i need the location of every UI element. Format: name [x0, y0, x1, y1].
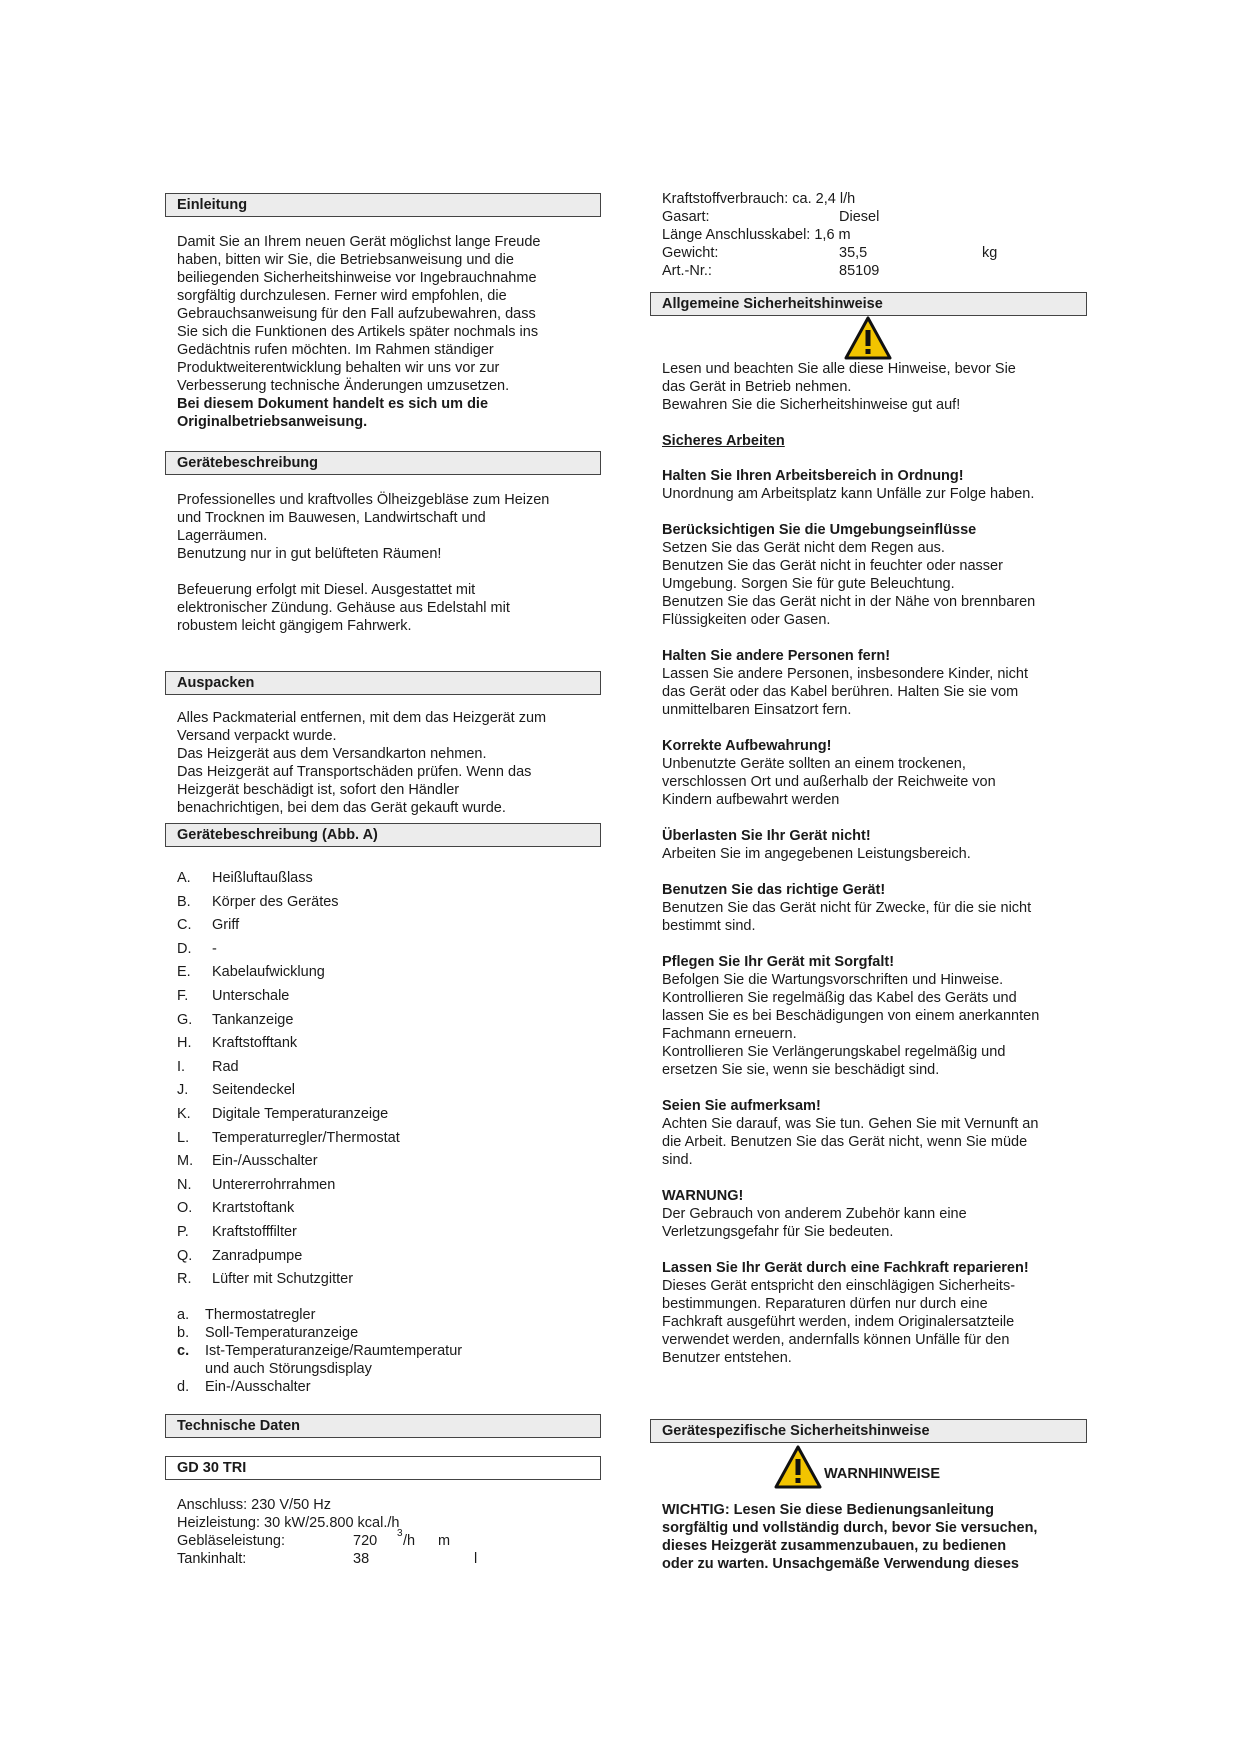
warnhinweise-row — [774, 1445, 1087, 1489]
block-text: Lassen Sie andere Personen, insbesondere Kinder, nicht das Gerät oder das Kabel berühren. Halten Sie sie vom unmittelbaren Einsatzort fern. — [662, 666, 1028, 718]
block-text: Befolgen Sie die Wartungsvorschriften und Hinweise. Kontrollieren Sie regelmäßig das Kabel des Geräts und lassen Sie es bei Beschädigungen von einem anerkannten Fachmann erneuern. Kontrollieren Sie Verlängerungskabel regelmäßig und ersetzen Sie sie, wenn sie beschädigt sind. — [662, 972, 1040, 1078]
geblaese-sup: 3 — [397, 1527, 403, 1539]
section-header-technische-daten: Technische Daten — [165, 1414, 601, 1438]
model-header: GD 30 TRI — [165, 1456, 601, 1480]
tank-unit: l — [474, 1550, 478, 1567]
list-item: K. Digitale Temperaturanzeige — [177, 1105, 389, 1122]
list-item: d. Ein-/Ausschalter — [177, 1378, 311, 1395]
list-item: F. Unterschale — [177, 987, 290, 1004]
list-item: a. Thermostatregler — [177, 1306, 316, 1323]
warning-triangle-icon — [774, 1445, 822, 1489]
kabel: Länge Anschlusskabel: 1,6 m — [662, 227, 851, 243]
block-title: Berücksichtigen Sie die Umgebungseinflüsse — [662, 522, 977, 538]
tech-data-right — [650, 190, 1087, 280]
gasart-row — [662, 208, 1087, 226]
einleitung-body — [165, 233, 601, 431]
block-title: WARNUNG! — [662, 1188, 744, 1204]
section-header-geraetebeschreibung: Gerätebeschreibung — [165, 451, 601, 475]
list-item: c. Ist-Temperaturanzeige/Raumtemperatur und auch Störungsdisplay — [177, 1342, 463, 1377]
heizleistung: Heizleistung: 30 kW/25.800 kcal./h — [177, 1514, 400, 1531]
gewicht-unit: kg — [982, 245, 998, 261]
tank-label: Tankinhalt: — [177, 1550, 247, 1567]
geblaese-label: Gebläseleistung: — [177, 1532, 286, 1549]
list-item: M. Ein-/Ausschalter — [177, 1153, 318, 1170]
gewicht-label: Gewicht: — [662, 245, 719, 261]
list-item: P. Kraftstofffilter — [177, 1223, 297, 1240]
block-title: Korrekte Aufbewahrung! — [662, 738, 832, 754]
left-column — [165, 193, 601, 1568]
geblaeseleistung-row — [177, 1527, 601, 1550]
block-text: Achten Sie darauf, was Sie tun. Gehen Sie mit Vernunft an die Arbeit. Benutzen Sie das Gerät nicht, wenn Sie müde sind. — [662, 1116, 1039, 1168]
block-title: Seien Sie aufmerksam! — [662, 1098, 821, 1114]
allgemein-body — [650, 360, 1087, 1367]
geraetebeschreibung-body — [165, 491, 601, 635]
section-header-allgemein: Allgemeine Sicherheitshinweise — [650, 292, 1087, 316]
tankinhalt-row — [177, 1550, 601, 1568]
block-text: Arbeiten Sie im angegebenen Leistungsbereich. — [662, 846, 971, 862]
block-title: Halten Sie Ihren Arbeitsbereich in Ordnung! — [662, 468, 964, 484]
block-title: Halten Sie andere Personen fern! — [662, 648, 891, 664]
block-text: Unordnung am Arbeitsplatz kann Unfälle zur Folge haben. — [662, 486, 1035, 502]
section-header-abb-a: Gerätebeschreibung (Abb. A) — [165, 823, 601, 847]
geblaese-m: m — [438, 1532, 451, 1549]
list-item: Q. Zanradpumpe — [177, 1247, 303, 1264]
geblaese-unit: /h — [403, 1532, 416, 1549]
allgemein-text: Lesen und beachten Sie alle diese Hinweise, bevor Sie das Gerät in Betrieb nehmen. Bewahren Sie die Sicherheitshinweise gut auf! — [662, 361, 1016, 413]
section-header-einleitung: Einleitung — [165, 193, 601, 217]
display-list — [165, 1306, 601, 1396]
art-label: Art.-Nr.: — [662, 263, 712, 279]
list-item: b. Soll-Temperaturanzeige — [177, 1324, 359, 1341]
spezifisch-body — [650, 1501, 1087, 1573]
list-item: E. Kabelaufwicklung — [177, 964, 325, 981]
warning-triangle-icon — [844, 316, 1087, 360]
geraetebeschreibung-text-2: Befeuerung erfolgt mit Diesel. Ausgestattet mit elektronischer Zündung. Gehäuse aus Edelstahl mit robustem leicht gängigem Fahrwerk. — [177, 582, 510, 634]
block-text: Unbenutzte Geräte sollten an einem trockenen, verschlossen Ort und außerhalb der Reichweite von Kindern aufbewahrt werden — [662, 756, 996, 808]
warnhinweise-label: WARNHINWEISE — [824, 1466, 940, 1482]
block-text: Setzen Sie das Gerät nicht dem Regen aus. Benutzen Sie das Gerät nicht in feuchter oder nasser Umgebung. Sorgen Sie für gute Beleuchtung. Benutzen Sie das Gerät nicht in der Nähe von brennbaren Flüssigkeiten oder Gasen. — [662, 540, 1036, 628]
list-item: A. Heißluftaußlass — [177, 870, 313, 886]
list-item: G. Tankanzeige — [177, 1011, 294, 1028]
verbrauch: Kraftstoffverbrauch: ca. 2,4 l/h — [662, 191, 856, 207]
parts-list — [165, 869, 601, 1294]
list-item: D. - — [177, 940, 217, 957]
auspacken-text: Alles Packmaterial entfernen, mit dem das Heizgerät zum Versand verpackt wurde. Das Heizgerät aus dem Versandkarton nehmen. Das Heizgerät auf Transportschäden prüfen. Wenn das Heizgerät beschädigt ist, sofort den Händler benachrichtigen, bei dem das Gerät gekauft wurde. — [177, 710, 547, 816]
geraetebeschreibung-text-1: Professionelles und kraftvolles Ölheizgebläse zum Heizen und Trocknen im Bauwesen, Landwirtschaft und Lagerräumen. Benutzung nur in gut belüfteten Räumen! — [177, 492, 550, 562]
einleitung-bold-note: Bei diesem Dokument handelt es sich um die Originalbetriebsanweisung. — [177, 396, 489, 430]
list-item: L. Temperaturregler/Thermostat — [177, 1129, 400, 1146]
gewicht-row — [662, 244, 1087, 262]
list-item: I. Rad — [177, 1058, 239, 1075]
list-item: B. Körper des Gerätes — [177, 893, 339, 910]
list-item: O. Krartstoftank — [177, 1200, 295, 1217]
tech-data-left — [165, 1496, 601, 1568]
auspacken-body — [165, 709, 601, 817]
gasart-label: Gasart: — [662, 209, 710, 225]
block-text: Benutzen Sie das Gerät nicht für Zwecke, für die sie nicht bestimmt sind. — [662, 900, 1032, 934]
section-header-auspacken: Auspacken — [165, 671, 601, 695]
block-title: Lassen Sie Ihr Gerät durch eine Fachkraft reparieren! — [662, 1260, 1029, 1276]
art-value: 85109 — [839, 263, 880, 279]
block-title: Pflegen Sie Ihr Gerät mit Sorgfalt! — [662, 954, 895, 970]
block-title: Benutzen Sie das richtige Gerät! — [662, 882, 886, 898]
anschluss: Anschluss: 230 V/50 Hz — [177, 1496, 331, 1513]
gasart-value: Diesel — [839, 209, 880, 225]
block-text: Dieses Gerät entspricht den einschlägigen Sicherheits- bestimmungen. Reparaturen dürfen nur durch eine Fachkraft ausgeführt werden, indem Originalersatzteile verwendet werden, andernfalls können Unfälle für den Benutzer entstehen. — [662, 1278, 1016, 1366]
sicheres-arbeiten-heading: Sicheres Arbeiten — [662, 433, 785, 449]
right-column — [650, 190, 1087, 1573]
list-item: H. Kraftstofftank — [177, 1035, 298, 1052]
geblaese-value: 720 — [353, 1532, 378, 1549]
einleitung-text: Damit Sie an Ihrem neuen Gerät möglichst lange Freude haben, bitten wir Sie, die Betriebsanweisung und die beiliegenden Sicherheitshinweise vor Ingebrauchnahme sorgfältig durchzulesen. Ferner wird empfohlen, die Gebrauchsanweisung für den Fall aufzubewahren, dass Sie sich die Funktionen des Artikels später nochmals ins Gedächtnis rufen möchten. Im Rahmen ständiger Produktweiterentwicklung behalten wir uns vor zur Verbesserung technische Änderungen umzusetzen. — [177, 234, 541, 394]
list-item: R. Lüfter mit Schutzgitter — [177, 1271, 354, 1288]
wichtig-text: WICHTIG: Lesen Sie diese Bedienungsanleitung sorgfältig und vollständig durch, bevor Sie versuchen, dieses Heizgerät zusammenzubauen, zu bedienen oder zu warten. Unsachgemäße Verwendung dieses — [662, 1502, 1038, 1572]
tank-value: 38 — [353, 1550, 370, 1567]
artnr-row — [662, 262, 1087, 280]
list-item: C. Griff — [177, 917, 240, 934]
block-text: Der Gebrauch von anderem Zubehör kann eine Verletzungsgefahr für Sie bedeuten. — [662, 1206, 967, 1240]
gewicht-value: 35,5 — [839, 245, 868, 261]
list-item: N. Untererrohrrahmen — [177, 1176, 336, 1193]
section-header-spezifisch: Gerätespezifische Sicherheitshinweise — [650, 1419, 1087, 1443]
list-item: J. Seitendeckel — [177, 1082, 296, 1099]
block-title: Überlasten Sie Ihr Gerät nicht! — [662, 828, 871, 844]
